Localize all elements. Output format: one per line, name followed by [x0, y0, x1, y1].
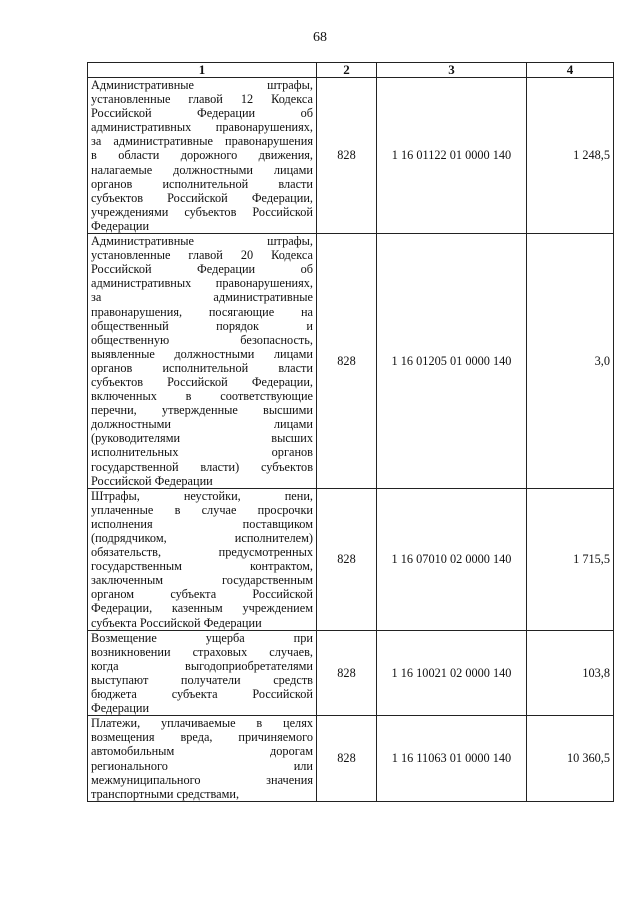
row-description	[88, 630, 317, 716]
description-line: Российской Федерации об	[91, 262, 313, 277]
admin-code-cell: 828	[317, 716, 377, 802]
description-line: уплаченные в случае просрочки	[91, 502, 313, 517]
description-line: органом субъекта Российской	[91, 587, 313, 602]
description-line: заключенным государственным	[91, 573, 313, 588]
description-line: (руководителями высших	[91, 431, 313, 446]
description-line: обязательств, предусмотренных	[91, 545, 313, 560]
admin-code-cell: 828	[317, 488, 377, 630]
row-description	[88, 234, 317, 489]
description-line: правонарушения, посягающие на	[91, 304, 313, 319]
description-line: налагаемые должностными лицами	[91, 162, 313, 177]
description-line: субъектов Российской Федерации,	[91, 190, 313, 205]
description-line: в области дорожного движения,	[91, 148, 313, 163]
description-line: бюджета субъекта Российской	[91, 687, 313, 702]
column-header-1: 1	[88, 63, 317, 78]
description-line: Федерации, казенным учреждением	[91, 601, 313, 616]
budget-classification-code-cell: 1 16 01122 01 0000 140	[377, 78, 527, 234]
description-line: регионального или	[91, 758, 313, 773]
amount-cell: 3,0	[527, 234, 614, 489]
description-line: исполнения поставщиком	[91, 516, 313, 531]
description-line: Штрафы, неустойки, пени,	[91, 488, 313, 503]
description-line: общественный порядок и	[91, 318, 313, 333]
description-line: субъектов Российской Федерации,	[91, 374, 313, 389]
description-line: перечни, утвержденные высшими	[91, 403, 313, 418]
description-line: установленные главой 12 Кодекса	[91, 92, 313, 107]
amount-cell: 1 715,5	[527, 488, 614, 630]
amount-cell: 103,8	[527, 630, 614, 716]
column-header-2: 2	[317, 63, 377, 78]
description-line: государственной власти) субъектов	[91, 459, 313, 474]
description-line: Российской Федерации	[91, 473, 213, 488]
page-number: 68	[313, 30, 327, 45]
revenue-table	[87, 62, 614, 802]
description-line: органов исполнительной власти	[91, 360, 313, 375]
description-line: Федерации	[91, 701, 150, 716]
description-line: государственным контрактом,	[91, 559, 313, 574]
description-line: межмуниципального значения	[91, 772, 313, 787]
description-line: общественную безопасность,	[91, 332, 313, 347]
table-row	[88, 716, 614, 802]
amount-cell: 1 248,5	[527, 78, 614, 234]
table-row	[88, 234, 614, 489]
description-line: субъекта Российской Федерации	[91, 615, 262, 630]
table-row	[88, 78, 614, 234]
description-line: за административные	[91, 290, 313, 305]
budget-classification-code-cell: 1 16 01205 01 0000 140	[377, 234, 527, 489]
description-line: автомобильным дорогам	[91, 744, 313, 759]
description-line: Возмещение ущерба при	[91, 630, 313, 645]
budget-classification-code-cell: 1 16 10021 02 0000 140	[377, 630, 527, 716]
description-line: когда выгодоприобретателями	[91, 658, 313, 673]
table-header-row	[88, 63, 614, 78]
admin-code-cell: 828	[317, 630, 377, 716]
row-description	[88, 488, 317, 630]
table-row	[88, 630, 614, 716]
description-line: учреждениями субъектов Российской	[91, 204, 313, 219]
row-description	[88, 716, 317, 802]
description-line: Административные штрафы,	[91, 78, 313, 92]
description-line: административных правонарушениях,	[91, 276, 313, 291]
description-line: за административные правонарушения	[91, 134, 313, 149]
table-body	[88, 78, 614, 802]
description-line: выступают получатели средств	[91, 672, 313, 687]
admin-code-cell: 828	[317, 78, 377, 234]
description-line: установленные главой 20 Кодекса	[91, 248, 313, 263]
description-line: административных правонарушениях,	[91, 120, 313, 135]
budget-classification-code-cell: 1 16 07010 02 0000 140	[377, 488, 527, 630]
description-line: Федерации	[91, 218, 150, 233]
admin-code-cell: 828	[317, 234, 377, 489]
description-line: органов исполнительной власти	[91, 176, 313, 191]
description-line: исполнительных органов	[91, 445, 313, 460]
budget-classification-code-cell: 1 16 11063 01 0000 140	[377, 716, 527, 802]
description-line: должностными лицами	[91, 417, 313, 432]
description-line: Платежи, уплачиваемые в целях	[91, 716, 313, 731]
row-description	[88, 78, 317, 234]
table-row	[88, 488, 614, 630]
description-line: возмещения вреда, причиняемого	[91, 730, 313, 745]
column-header-3: 3	[377, 63, 527, 78]
description-line: выявленные должностными лицами	[91, 346, 313, 361]
description-line: включенных в соответствующие	[91, 389, 313, 404]
description-line: (подрядчиком, исполнителем)	[91, 531, 313, 545]
description-line: транспортными средствами,	[91, 786, 240, 801]
description-line: Административные штрафы,	[91, 234, 313, 249]
amount-cell: 10 360,5	[527, 716, 614, 802]
description-line: возникновении страховых случаев,	[91, 644, 313, 659]
description-line: Российской Федерации об	[91, 106, 313, 121]
column-header-4: 4	[527, 63, 614, 78]
